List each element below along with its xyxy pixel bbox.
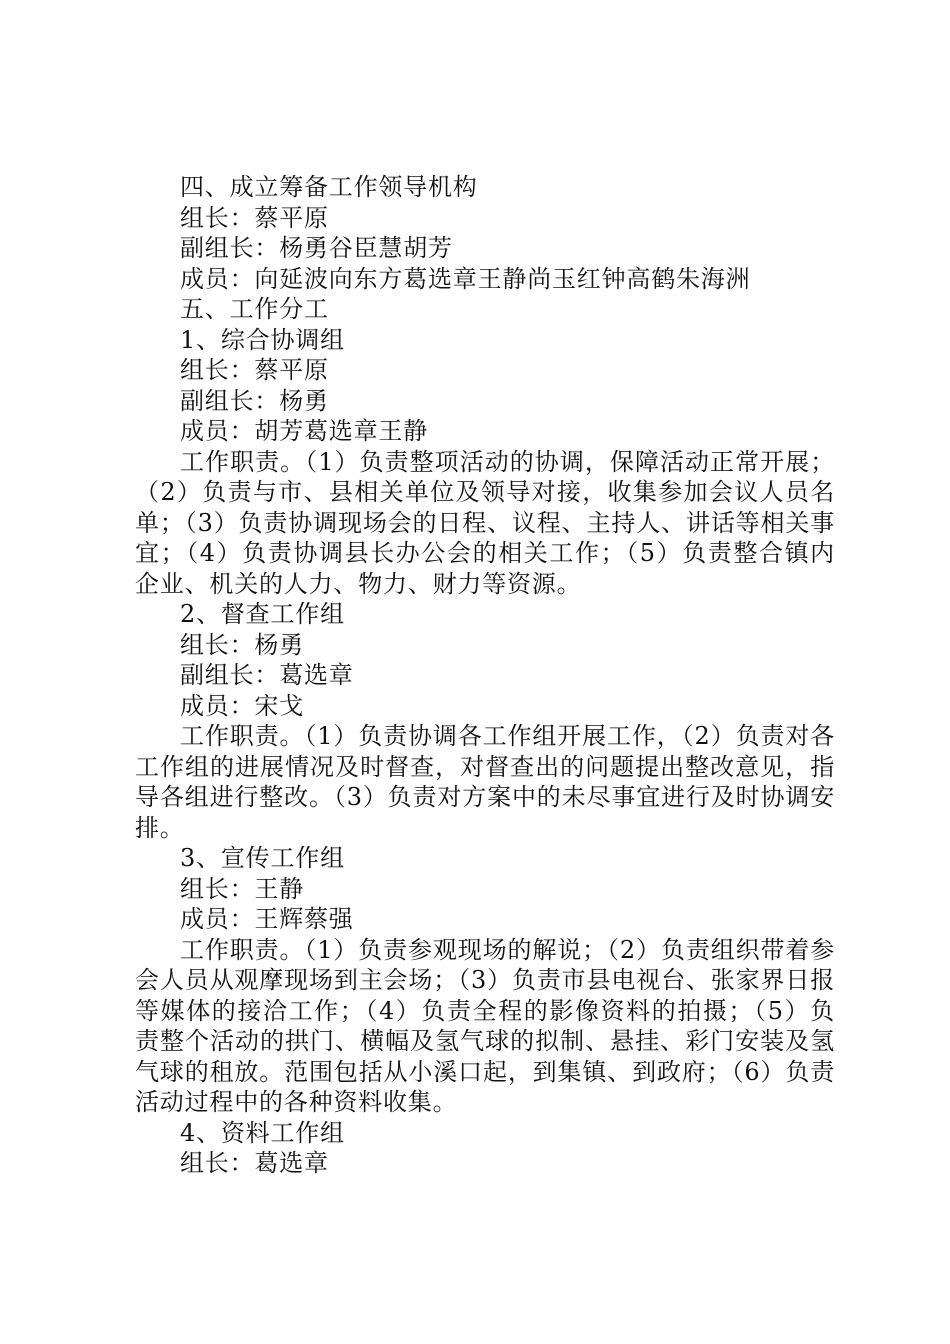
document-body xyxy=(135,172,835,1179)
group-leader-line: 组长：杨勇 xyxy=(180,630,304,659)
group-members-line: 成员：王辉蔡强 xyxy=(180,905,354,933)
group-heading-supervision: 2、督查工作组 xyxy=(180,600,345,628)
section-heading-5: 五、工作分工 xyxy=(180,295,329,323)
duties-paragraph-coordination: 工作职责。（1）负责整项活动的协调，保障活动正常开展；（2）负责与市、县相关单位及领导对接，收集参加会议人员名单；（3）负责协调现场会的日程、议程、主持人、讲话等相关事宜；（4）负责协调县长办公会的相关工作；（5）负责整合镇内企业、机关的人力、物力、财力等资源。 xyxy=(135,447,835,598)
deputy-leader-line: 副组长：杨勇谷臣慧胡芳 xyxy=(180,234,453,262)
duties-paragraph-supervision: 工作职责。（1）负责协调各工作组开展工作，（2）负责对各工作组的进展情况及时督查，对督查出的问题提出整改意见，指导各组进行整改。（3）负责对方案中的未尽事宜进行及时协调安排。 xyxy=(135,722,835,842)
group-heading-publicity: 3、宣传工作组 xyxy=(180,844,345,872)
group-leader-line: 组长：葛选章 xyxy=(180,1149,329,1177)
duties-paragraph-publicity: 工作职责。（1）负责参观现场的解说；（2）负责组织带着参会人员从观摩现场到主会场；（3）负责市县电视台、张家界日报等媒体的接洽工作；（4）负责全程的影像资料的拍摄；（5）负责整个活动的拱门、横幅及氢气球的拟制、悬挂、彩门安装及氢气球的租放。范围包括从小溪口起，到集镇、到政府；（6）负责活动过程中的各种资料收集。 xyxy=(135,935,835,1116)
leader-line: 组长：蔡平原 xyxy=(180,203,329,232)
group-deputy-line: 副组长：葛选章 xyxy=(180,661,354,689)
group-members-line: 成员：胡芳葛选章王静 xyxy=(180,417,428,445)
members-line: 成员：向延波向东方葛选章王静尚玉红钟高鹤朱海洲 xyxy=(180,264,751,293)
group-members-line: 成员：宋戈 xyxy=(180,691,304,720)
group-leader-line: 组长：蔡平原 xyxy=(180,356,329,384)
group-heading-materials: 4、资料工作组 xyxy=(180,1118,345,1147)
group-heading-coordination: 1、综合协调组 xyxy=(180,325,345,354)
section-heading-4: 四、成立筹备工作领导机构 xyxy=(180,173,478,201)
group-deputy-line: 副组长：杨勇 xyxy=(180,386,329,415)
group-leader-line: 组长：王静 xyxy=(180,874,304,903)
